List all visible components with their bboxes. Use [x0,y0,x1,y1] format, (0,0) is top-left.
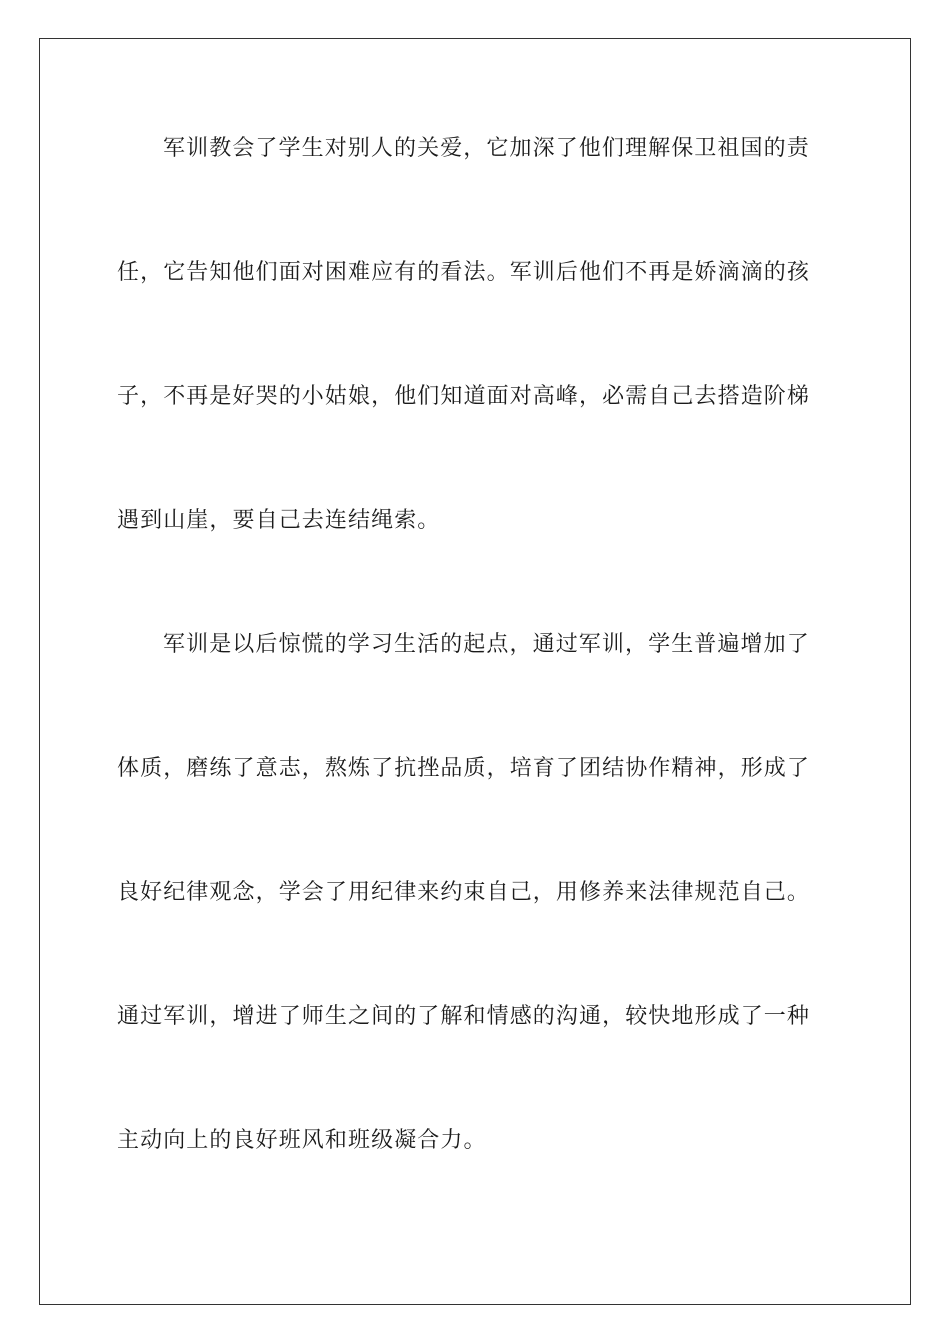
paragraph-1-line-3: 子，不再是好哭的小姑娘，他们知道面对高峰，必需自己去搭造阶梯 [117,384,811,409]
paragraph-2-line-4: 通过军训，增进了师生之间的了解和情感的沟通，较快地形成了一种 [117,1004,811,1029]
paragraph-1-line-4: 遇到山崖，要自己去连结绳索。 [117,508,441,533]
paragraph-2-line-1: 军训是以后惊慌的学习生活的起点，通过军训，学生普遍增加了 [163,632,810,657]
paragraph-1-line-2: 任，它告知他们面对困难应有的看法。军训后他们不再是娇滴滴的孩 [117,260,811,285]
paragraph-2-line-5: 主动向上的良好班风和班级凝合力。 [117,1128,487,1153]
paragraph-1-line-1: 军训教会了学生对别人的关爱，它加深了他们理解保卫祖国的责 [163,136,810,161]
page-frame [39,38,911,1305]
paragraph-2-line-2: 体质，磨练了意志，熬炼了抗挫品质，培育了团结协作精神，形成了 [117,756,811,781]
paragraph-2-line-3: 良好纪律观念，学会了用纪律来约束自己，用修养来法律规范自己。 [117,880,811,905]
